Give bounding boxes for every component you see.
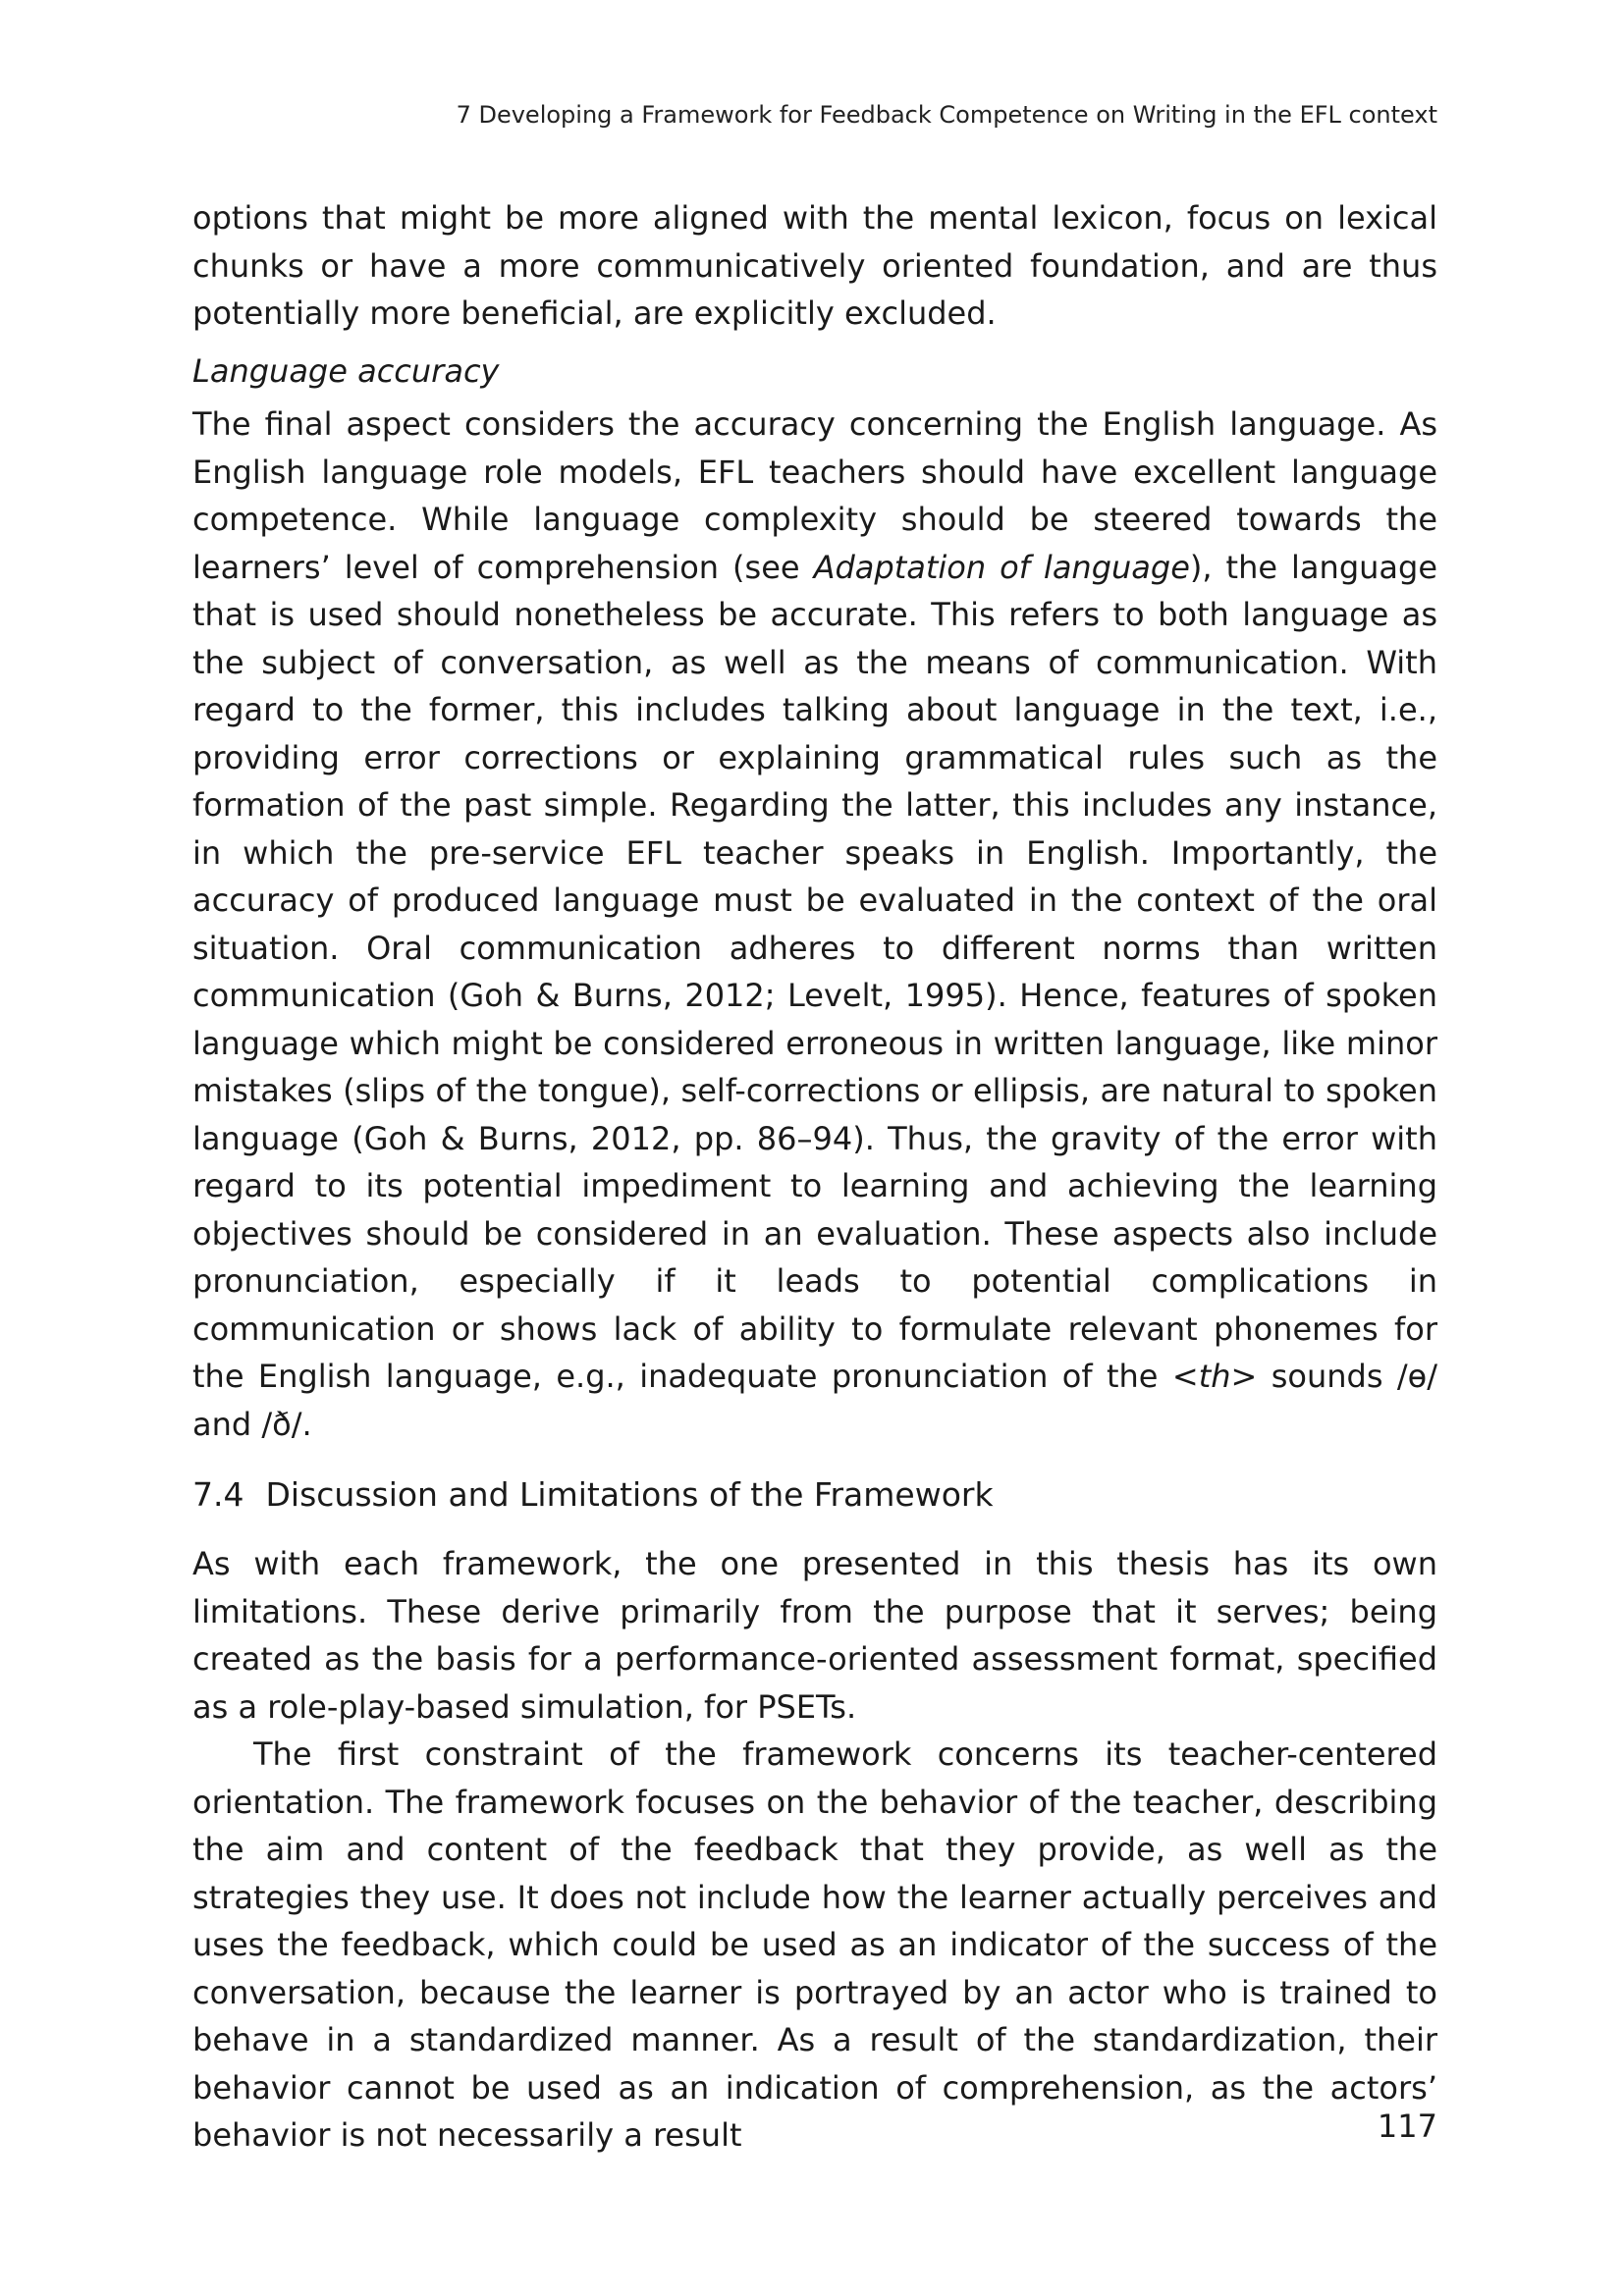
page-body <box>192 194 1437 2160</box>
th-grapheme: th <box>1198 1358 1231 1395</box>
page-number: 117 <box>1377 2108 1437 2145</box>
continuation-paragraph: options that might be more aligned with the mental lexicon, focus on lexical chunks or have a more communicatively oriented foundation, and are thus potentially more beneficial, are explicitly excluded. <box>192 199 1437 332</box>
accuracy-text-part-1: The final aspect considers the accuracy concerning the English language. As English language role models, EFL teachers should have excellent language competence. While language complexity should be steered towards the learners’ level of comprehension (see <box>192 405 1437 586</box>
accuracy-text-part-2: ), the language that is used should nonetheless be accurate. This refers to both language as the subject of conversation, as well as the means of communication. With regard to the former, this includes talking about language in the text, i.e., providing error corrections or explaining grammatical rules such as the formation of the past simple. Regarding the latter, this includes any instance, in which the pre-service EFL teacher speaks in English. Importantly, the accuracy of produced language must be evaluated in the context of the oral situation. Oral communication adheres to different norms than written communication (Goh & Burns, 2012; Levelt, 1995). Hence, features of spoken language which might be considered erroneous in written language, like minor mistakes (slips of the tongue), self-corrections or ellipsis, are natural to spoken language (Goh & Burns, 2012, pp. 86–94). Thus, the gravity of the error with regard to its potential impediment to learning and achieving the learning objectives should be considered in an evaluation. These aspects also include pronunciation, especially if it leads to potential complications in communication or shows lack of ability to formulate relevant phonemes for the English language, e.g., inadequate pronunciation of the < <box>192 548 1438 1395</box>
accuracy-paragraph <box>192 400 1437 1448</box>
running-head: 7 Developing a Framework for Feedback Competence on Writing in the EFL context <box>456 101 1437 129</box>
section-number: 7.4 <box>192 1475 244 1514</box>
limitations-paragraph-1: As with each framework, the one presented in this thesis has its own limitations. These derive primarily from the purpose that it serves; being created as the basis for a performance-oriented assessment format, specified as a role-play-based simulation, for PSETs. <box>192 1545 1437 1726</box>
subheading-language-accuracy: Language accuracy <box>192 351 500 390</box>
accuracy-text-part-3: > sounds /ɵ/ and /ð/. <box>192 1358 1438 1443</box>
book-page <box>192 0 1437 2296</box>
section-heading <box>192 1471 1437 1519</box>
section-title: Discussion and Limitations of the Framework <box>265 1475 994 1514</box>
limitations-paragraph-2: The first constraint of the framework concerns its teacher-centered orientation. The framework focuses on the behavior of the teacher, describing the aim and content of the feedback that they provide, as well as the strategies they use. It does not include how the learner actually perceives and uses the feedback, which could be used as an indicator of the success of the conversation, because the learner is portrayed by an actor who is trained to behave in a standardized manner. As a result of the standardization, their behavior cannot be used as an indication of comprehension, as the actors’ behavior is not necessarily a result <box>192 1735 1437 2154</box>
adaptation-of-language-reference: Adaptation of language <box>813 548 1190 586</box>
